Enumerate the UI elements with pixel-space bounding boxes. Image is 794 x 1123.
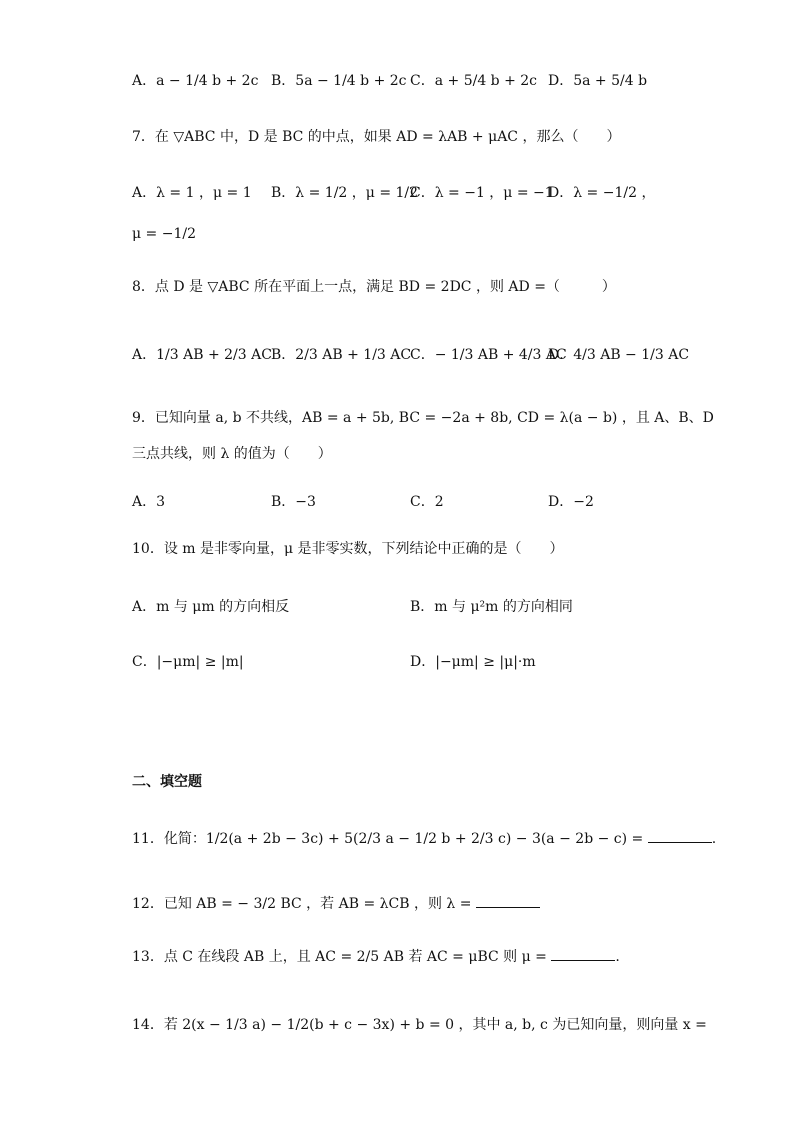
- q6-option-d[interactable]: D．5a + 5/4 b: [548, 73, 648, 89]
- q10-option-c[interactable]: C．|−μm| ≥ |m|: [132, 654, 244, 670]
- q12-stem: 12．已知 AB = − 3/2 BC ，若 AB = λCB ，则 λ =: [132, 896, 472, 912]
- q9-option-c[interactable]: C．2: [410, 494, 444, 510]
- q6-option-a[interactable]: A．a − 1/4 b + 2c: [132, 73, 259, 89]
- section-title-fill-in: 二、填空题: [132, 774, 202, 790]
- q7-stem: 7．在 ▽ABC 中，D 是 BC 的中点，如果 AD = λAB + μAC ，那么（ ）: [132, 129, 621, 145]
- q13-end: .: [615, 949, 620, 965]
- q6-option-b[interactable]: B．5a − 1/4 b + 2c: [271, 73, 407, 89]
- q10-stem: 10．设 m 是非零向量，μ 是非零实数，下列结论中正确的是（ ）: [132, 541, 564, 557]
- q14-stem: 14．若 2(x − 1/3 a) − 1/2(b + c − 3x) + b = 0 ，其中 a, b, c 为已知向量，则向量 x =: [132, 1017, 707, 1033]
- q9-option-d[interactable]: D．−2: [548, 494, 594, 510]
- q7-option-d-continued: μ = −1/2: [132, 226, 196, 242]
- q12-answer-blank[interactable]: [476, 893, 540, 908]
- q7-option-d[interactable]: D．λ = −1/2 ，: [548, 185, 656, 201]
- q12-row: [132, 893, 540, 913]
- q8-stem: 8．点 D 是 ▽ABC 所在平面上一点，满足 BD = 2DC ，则 AD =（ ）: [132, 279, 616, 295]
- q13-stem: 13．点 C 在线段 AB 上，且 AC = 2/5 AB 若 AC = μBC 则 μ =: [132, 949, 547, 965]
- q7-option-c[interactable]: C．λ = −1 ，μ = −1: [410, 185, 554, 201]
- q8-option-b[interactable]: B．2/3 AB + 1/3 AC: [271, 347, 412, 363]
- q13-row: [132, 946, 620, 966]
- q11-row: [132, 828, 716, 848]
- q9-stem: 9．已知向量 a, b 不共线，AB = a + 5b, BC = −2a + 8b, CD = λ(a − b) ，且 A、B、D: [132, 410, 714, 426]
- q7-option-b[interactable]: B．λ = 1/2 ，μ = 1/2: [271, 185, 419, 201]
- q11-end: .: [711, 831, 717, 847]
- q8-option-d[interactable]: D．4/3 AB − 1/3 AC: [548, 347, 690, 363]
- q13-answer-blank[interactable]: [551, 946, 615, 961]
- q9-option-b[interactable]: B．−3: [271, 494, 316, 510]
- q9-stem-continued: 三点共线，则 λ 的值为（ ）: [132, 446, 332, 462]
- q10-option-d[interactable]: D．|−μm| ≥ |μ|·m: [410, 654, 536, 670]
- q8-option-a[interactable]: A．1/3 AB + 2/3 AC: [132, 347, 272, 363]
- q6-option-c[interactable]: C．a + 5/4 b + 2c: [410, 73, 538, 89]
- q9-option-a[interactable]: A．3: [132, 494, 166, 510]
- q11-answer-blank[interactable]: [648, 828, 712, 843]
- q7-option-a[interactable]: A．λ = 1 ，μ = 1: [132, 185, 252, 201]
- q10-option-b[interactable]: B．m 与 μ²m 的方向相同: [410, 599, 573, 615]
- q8-option-c[interactable]: C．− 1/3 AB + 4/3 AC: [410, 347, 567, 363]
- q11-stem: 11．化简：1/2(a + 2b − 3c) + 5(2/3 a − 1/2 b + 2/3 c) − 3(a − 2b − c) =: [132, 831, 644, 847]
- q10-option-a[interactable]: A．m 与 μm 的方向相反: [132, 599, 290, 615]
